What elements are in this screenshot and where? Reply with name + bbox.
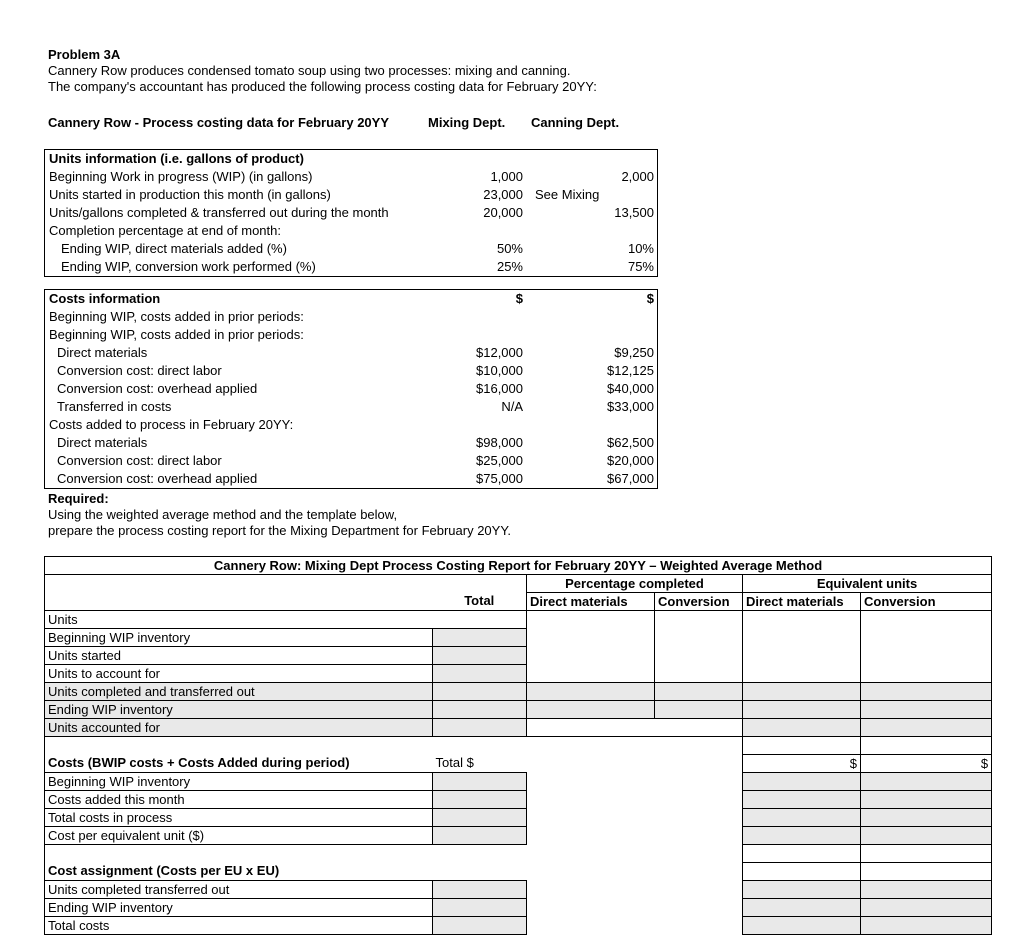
section-header-costs: Costs (BWIP costs + Costs Added during period) <box>45 755 433 773</box>
canning-value: 2,000 <box>621 169 654 184</box>
table-row <box>45 344 657 362</box>
input-cell[interactable] <box>743 917 861 935</box>
eu-dm-dollar-label: $ <box>743 755 861 773</box>
mixing-value: $25,000 <box>476 453 523 468</box>
process-costing-report-table <box>44 556 992 935</box>
empty-cell[interactable] <box>743 863 861 881</box>
input-cell[interactable] <box>861 683 992 701</box>
row-label: Ending WIP inventory <box>45 701 433 719</box>
row-label: Total costs in process <box>45 809 433 827</box>
empty-cell[interactable] <box>743 845 861 863</box>
row-label: Beginning WIP, costs added in prior periods: <box>49 327 304 342</box>
pct-dm-merged-cell[interactable] <box>527 611 655 683</box>
table-row <box>45 398 657 416</box>
row-label: Conversion cost: overhead applied <box>57 381 258 396</box>
input-cell[interactable] <box>743 899 861 917</box>
spacer-cell <box>527 827 743 845</box>
col-header-pct-direct-materials: Direct materials <box>527 593 655 611</box>
group-header-equivalent-units: Equivalent units <box>743 575 992 593</box>
row-label: Beginning WIP inventory <box>45 629 433 647</box>
input-cell[interactable] <box>743 881 861 899</box>
col-header-total: Total <box>433 593 527 611</box>
section-label-units: Units <box>45 611 527 629</box>
intro-line-2: The company's accountant has produced the following process costing data for February 20YY: <box>48 79 597 94</box>
table-row <box>45 452 657 470</box>
row-label: Total costs <box>45 917 433 935</box>
row-label: Beginning WIP, costs added in prior periods: <box>49 309 304 324</box>
row-label: Units started in production this month (in gallons) <box>49 187 331 202</box>
eu-conv-dollar-label: $ <box>861 755 992 773</box>
table-row <box>45 308 657 326</box>
mixing-value: 50% <box>496 241 523 256</box>
spacer-cell <box>45 845 527 863</box>
table-row <box>45 204 657 222</box>
input-cell[interactable] <box>527 701 655 719</box>
empty-cell <box>527 719 743 737</box>
input-cell[interactable] <box>743 683 861 701</box>
row-label: Ending WIP, direct materials added (%) <box>61 241 287 256</box>
intro-line-1: Cannery Row produces condensed tomato soup using two processes: mixing and canning. <box>48 63 571 78</box>
row-label: Units accounted for <box>45 719 433 737</box>
canning-value: See Mixing <box>535 187 600 202</box>
spacer-cell <box>527 737 743 755</box>
canning-value: $33,000 <box>607 399 654 414</box>
input-cell[interactable] <box>743 701 861 719</box>
table-row <box>45 186 657 204</box>
spacer-cell <box>527 773 743 791</box>
input-cell[interactable] <box>433 683 527 701</box>
table-row <box>45 326 657 344</box>
input-cell[interactable] <box>433 917 527 935</box>
costs-information-table <box>44 289 658 489</box>
table-row <box>45 222 657 240</box>
mixing-value: $10,000 <box>476 363 523 378</box>
units-information-table <box>44 149 658 277</box>
row-label: Conversion cost: direct labor <box>57 453 222 468</box>
canning-value: 10% <box>627 241 654 256</box>
input-cell[interactable] <box>861 791 992 809</box>
input-cell[interactable] <box>433 701 527 719</box>
group-header-percentage-completed: Percentage completed <box>527 575 743 593</box>
col-header-pct-conversion: Conversion <box>655 593 743 611</box>
mixing-value: N/A <box>501 399 523 414</box>
input-cell[interactable] <box>861 827 992 845</box>
input-cell[interactable] <box>861 701 992 719</box>
input-cell[interactable] <box>861 809 992 827</box>
spacer-cell <box>527 845 743 863</box>
total-dollar-label: Total $ <box>435 755 474 771</box>
table-row <box>45 380 657 398</box>
input-cell[interactable] <box>433 629 527 647</box>
row-label: Units completed and transferred out <box>45 683 433 701</box>
intro-block <box>48 47 597 95</box>
report-title: Cannery Row: Mixing Dept Process Costing Report for February 20YY – Weighted Average Method <box>45 557 992 575</box>
row-label: Ending WIP inventory <box>45 899 433 917</box>
spacer-cell <box>527 881 743 899</box>
row-label: Units information (i.e. gallons of product) <box>49 151 304 166</box>
canning-value: $12,125 <box>607 363 654 378</box>
row-label: Costs information <box>49 291 161 306</box>
table-row <box>45 290 657 308</box>
mixing-value: 23,000 <box>483 187 523 202</box>
canning-value: $62,500 <box>607 435 654 450</box>
input-cell[interactable] <box>861 899 992 917</box>
row-label: Conversion cost: overhead applied <box>57 471 258 486</box>
canning-value: $67,000 <box>607 471 654 486</box>
col-header-eu-conversion: Conversion <box>861 593 992 611</box>
row-label: Direct materials <box>57 435 148 450</box>
mixing-value: $12,000 <box>476 345 523 360</box>
row-label: Units completed transferred out <box>45 881 433 899</box>
input-cell[interactable] <box>433 827 527 845</box>
problem-title: Problem 3A <box>48 47 121 62</box>
input-cell[interactable] <box>433 899 527 917</box>
table-row <box>45 150 657 168</box>
mixing-value: $75,000 <box>476 471 523 486</box>
input-cell[interactable] <box>743 773 861 791</box>
canning-value: $20,000 <box>607 453 654 468</box>
header-corner-cell <box>45 575 527 593</box>
header-empty-cell <box>45 593 433 611</box>
mixing-value: $16,000 <box>476 381 523 396</box>
input-cell[interactable] <box>861 917 992 935</box>
canning-dept-column-header: Canning Dept. <box>531 115 620 130</box>
canning-value: 13,500 <box>614 205 654 220</box>
col-header-eu-direct-materials: Direct materials <box>743 593 861 611</box>
input-cell[interactable] <box>861 719 992 737</box>
table-row <box>45 362 657 380</box>
input-cell[interactable] <box>743 827 861 845</box>
input-cell[interactable] <box>861 773 992 791</box>
mixing-dept-column-header: Mixing Dept. <box>428 115 506 130</box>
eu-conv-merged-cell[interactable] <box>861 611 992 683</box>
section-header-cost-assignment: Cost assignment (Costs per EU x EU) <box>45 863 527 881</box>
row-label: Ending WIP, conversion work performed (%) <box>61 259 316 274</box>
input-cell[interactable] <box>433 665 527 683</box>
input-cell[interactable] <box>433 773 527 791</box>
mixing-value: 20,000 <box>483 205 523 220</box>
required-block <box>48 491 511 539</box>
row-label: Direct materials <box>57 345 148 360</box>
table-row <box>45 240 657 258</box>
row-label: Costs added this month <box>45 791 433 809</box>
spacer-cell <box>527 791 743 809</box>
pct-conv-merged-cell[interactable] <box>655 611 743 683</box>
row-label: Conversion cost: direct labor <box>57 363 222 378</box>
row-label: Units started <box>45 647 433 665</box>
table-row <box>45 168 657 186</box>
canning-value: $9,250 <box>614 345 654 360</box>
input-cell[interactable] <box>433 881 527 899</box>
mixing-value: $ <box>515 291 523 306</box>
empty-cell[interactable] <box>861 845 992 863</box>
input-cell[interactable] <box>433 647 527 665</box>
table-row <box>45 416 657 434</box>
empty-cell[interactable] <box>861 737 992 755</box>
input-cell[interactable] <box>527 683 655 701</box>
row-label: Completion percentage at end of month: <box>49 223 281 238</box>
required-line-1: Using the weighted average method and the template below, <box>48 507 398 522</box>
input-cell[interactable] <box>433 791 527 809</box>
input-cell[interactable] <box>433 719 527 737</box>
eu-dm-merged-cell[interactable] <box>743 611 861 683</box>
row-label: Costs added to process in February 20YY: <box>49 417 294 432</box>
mixing-value: $98,000 <box>476 435 523 450</box>
data-tables-title: Cannery Row - Process costing data for February 20YY <box>48 115 389 130</box>
input-cell[interactable] <box>433 809 527 827</box>
spacer-cell <box>527 755 743 773</box>
mixing-value: 1,000 <box>490 169 523 184</box>
row-label: Beginning WIP inventory <box>45 773 433 791</box>
required-heading: Required: <box>48 491 109 506</box>
table-row <box>45 258 657 276</box>
canning-value: 75% <box>627 259 654 274</box>
required-line-2: prepare the process costing report for the Mixing Department for February 20YY. <box>48 523 511 538</box>
row-label: Transferred in costs <box>57 399 172 414</box>
mixing-value: 25% <box>496 259 523 274</box>
row-label: Units to account for <box>45 665 433 683</box>
input-cell[interactable] <box>743 809 861 827</box>
canning-value: $ <box>646 291 654 306</box>
spacer-cell <box>527 863 743 881</box>
row-label: Beginning Work in progress (WIP) (in gallons) <box>49 169 313 184</box>
row-label: Cost per equivalent unit ($) <box>45 827 433 845</box>
spacer-cell <box>527 809 743 827</box>
input-cell[interactable] <box>743 719 861 737</box>
input-cell[interactable] <box>655 683 743 701</box>
spacer-cell <box>527 899 743 917</box>
canning-value: $40,000 <box>607 381 654 396</box>
input-cell[interactable] <box>743 791 861 809</box>
table-row <box>45 434 657 452</box>
table-row <box>45 470 657 488</box>
row-label: Units/gallons completed & transferred out during the month <box>49 205 389 220</box>
empty-cell[interactable] <box>861 863 992 881</box>
spacer-cell <box>45 737 527 755</box>
spacer-cell <box>527 917 743 935</box>
input-cell[interactable] <box>861 881 992 899</box>
empty-cell[interactable] <box>743 737 861 755</box>
input-cell[interactable] <box>655 701 743 719</box>
